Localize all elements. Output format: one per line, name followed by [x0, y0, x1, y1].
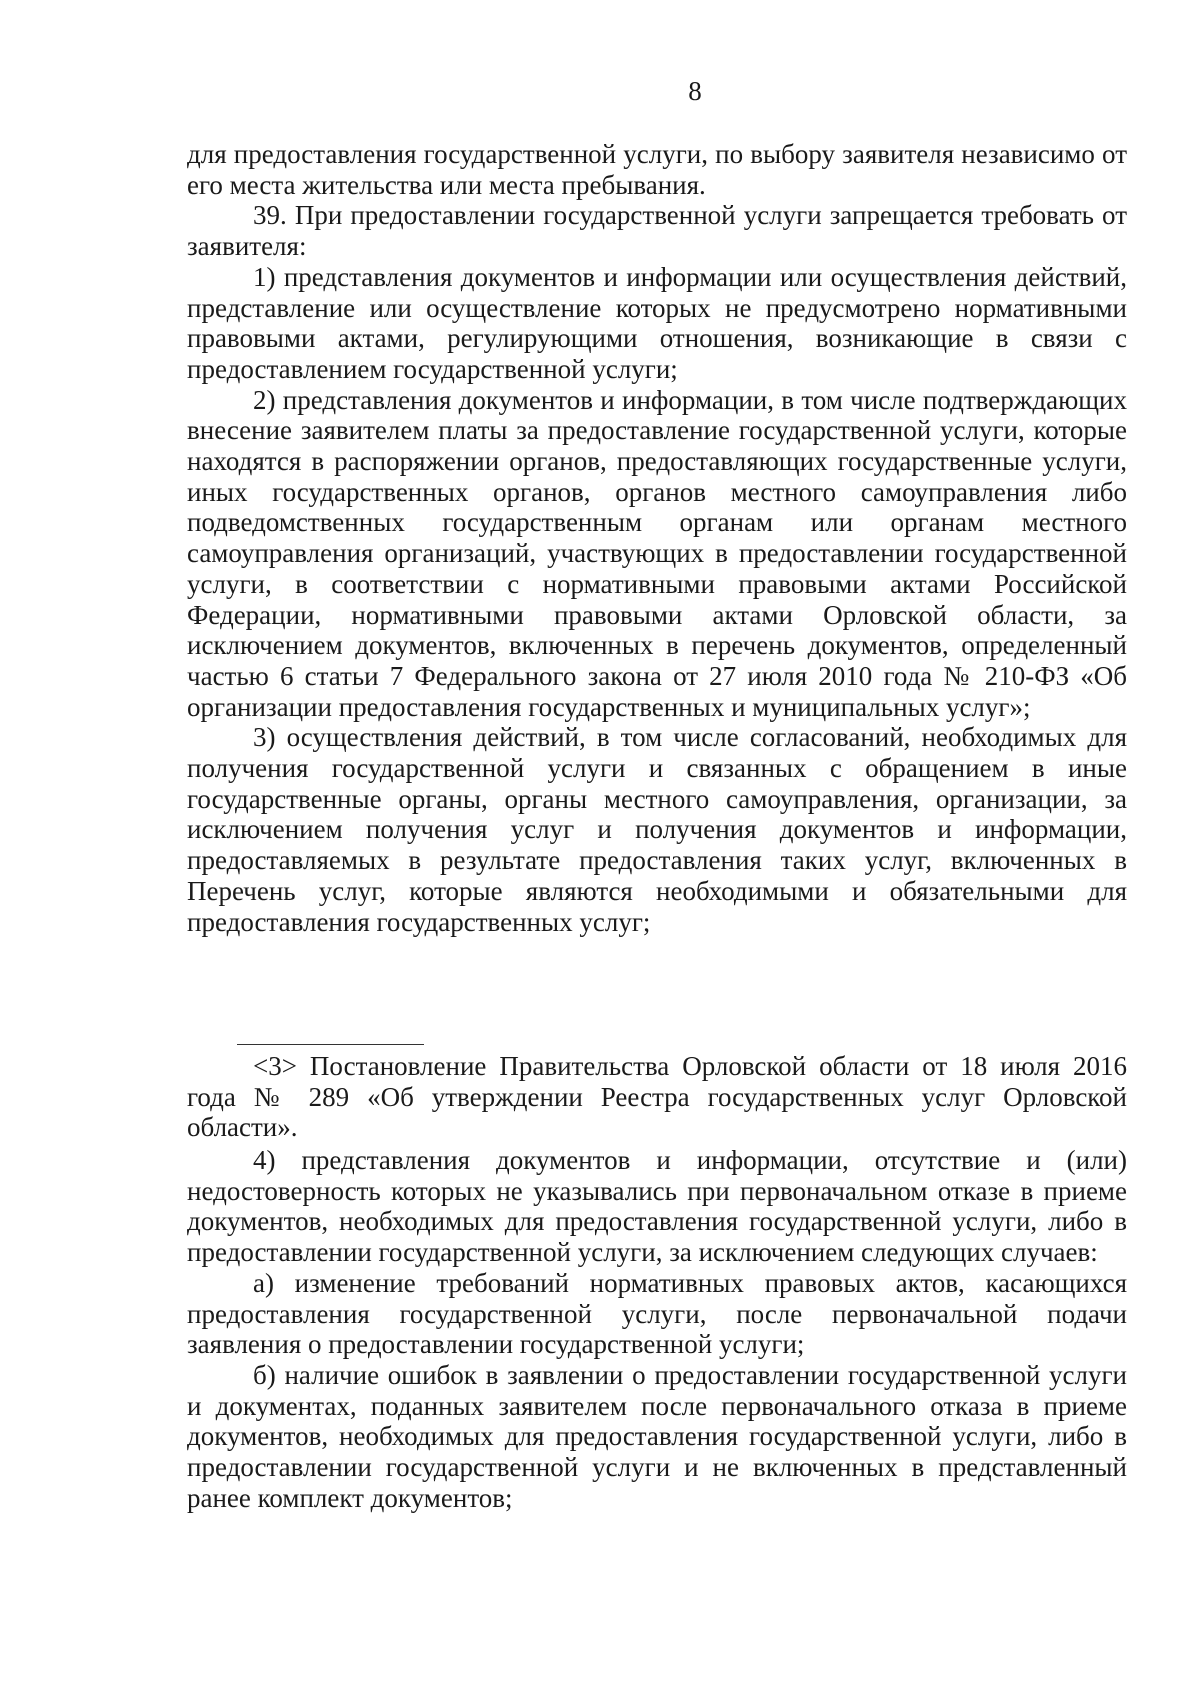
- paragraph-item-39: 39. При предоставлении государственной услуги запрещается требовать от заявителя:: [187, 200, 1127, 262]
- paragraph-subitem-b: б) наличие ошибок в заявлении о предоставлении государственной услуги и документах, поданных заявителем после первоначального отказа в приеме документов, необходимых для предоставления государственной услуги, либо в предоставлении государственной услуги и не включенных в представленный ранее комплект документов;: [187, 1359, 1127, 1513]
- page-number: 8: [688, 76, 702, 106]
- main-text-bottom: [187, 1145, 1127, 1513]
- footnote-separator: [237, 1044, 424, 1045]
- footnote-text: <3> Постановление Правительства Орловской области от 18 июля 2016 года № 289 «Об утверждении Реестра государственных услуг Орловской области».: [187, 1051, 1127, 1143]
- paragraph-subitem-2: 2) представления документов и информации, в том числе подтверждающих внесение заявителем платы за предоставление государственной услуги, которые находятся в распоряжении органов, предоставляющих государственные услуги, иных государственных органов, органов местного самоуправления либо подведомственных государственным органам или органам местного самоуправления организаций, участвующих в предоставлении государственной услуги, в соответствии с нормативными правовыми актами Российской Федерации, нормативными правовыми актами Орловской области, за исключением документов, включенных в перечень документов, определенный частью 6 статьи 7 Федерального закона от 27 июля 2010 года № 210-ФЗ «Об организации предоставления государственных и муниципальных услуг»;: [187, 384, 1127, 722]
- paragraph-continuation: для предоставления государственной услуги, по выбору заявителя независимо от его места жительства или места пребывания.: [187, 139, 1127, 200]
- paragraph-subitem-3: 3) осуществления действий, в том числе согласований, необходимых для получения государственной услуги и связанных с обращением в иные государственные органы, органы местного самоуправления, организации, за исключением получения услуг и получения документов и информации, предоставляемых в результате предоставления таких услуг, включенных в Перечень услуг, которые являются необходимыми и обязательными для предоставления государственных услуг;: [187, 722, 1127, 937]
- paragraph-subitem-4: 4) представления документов и информации, отсутствие и (или) недостоверность которых не указывались при первоначальном отказе в приеме документов, необходимых для предоставления государственной услуги, либо в предоставлении государственной услуги, за исключением следующих случаев:: [187, 1145, 1127, 1268]
- main-text-top: [187, 139, 1127, 937]
- paragraph-subitem-1: 1) представления документов и информации или осуществления действий, представление или осуществление которых не предусмотрено нормативными правовыми актами, регулирующими отношения, возникающие в связи с предоставлением государственной услуги;: [187, 261, 1127, 384]
- footnote: [187, 1051, 1127, 1143]
- paragraph-subitem-a: а) изменение требований нормативных правовых актов, касающихся предоставления государственной услуги, после первоначальной подачи заявления о предоставлении государственной услуги;: [187, 1267, 1127, 1360]
